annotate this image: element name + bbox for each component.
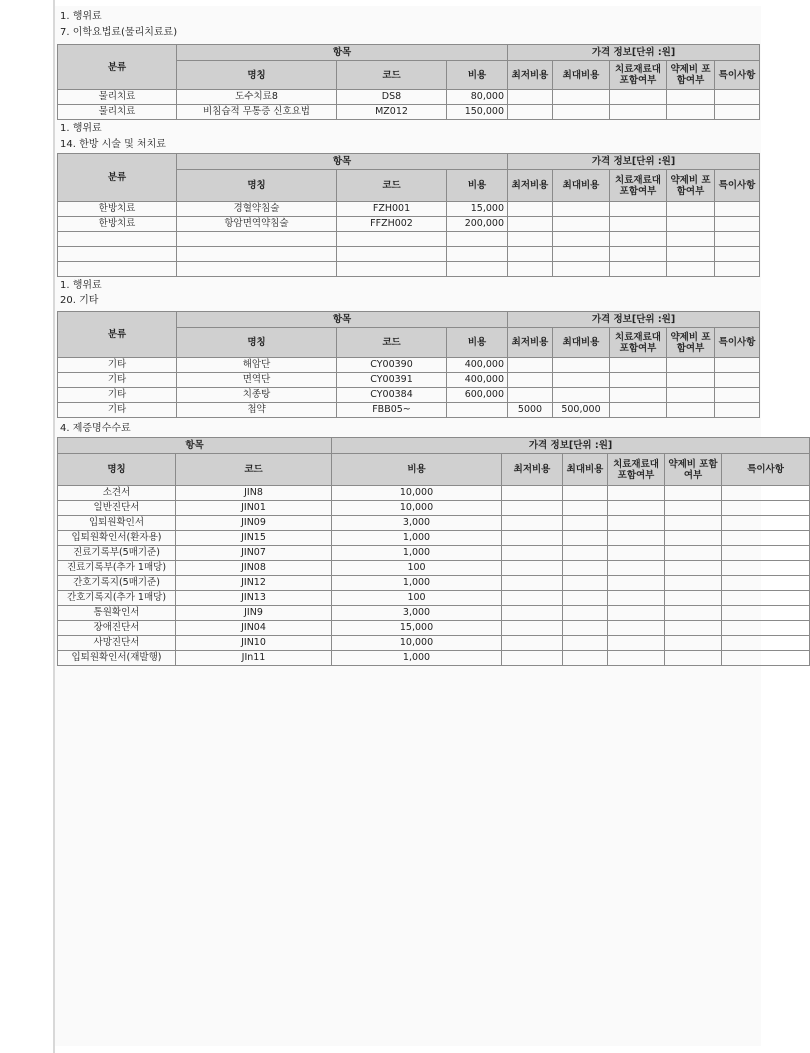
min-cost-cell [502, 576, 563, 591]
header-cost: 비용 [447, 61, 508, 90]
min-cost-cell [508, 232, 553, 247]
min-cost-cell [502, 531, 563, 546]
code-cell: JIn11 [176, 651, 332, 666]
cost-cell: 400,000 [447, 358, 508, 373]
header-drug-included: 약제비 포함여부 [667, 61, 715, 90]
cost-cell: 600,000 [447, 388, 508, 403]
header-item: 항목 [177, 312, 508, 328]
material-cell [608, 516, 665, 531]
header-max-cost: 최대비용 [563, 454, 608, 486]
code-cell: FFZH002 [337, 217, 447, 232]
material-cell [608, 501, 665, 516]
material-cell [608, 576, 665, 591]
table-row [58, 621, 810, 636]
min-cost-cell [508, 358, 553, 373]
max-cost-cell [563, 546, 608, 561]
code-cell: DS8 [337, 90, 447, 105]
cost-cell: 1,000 [332, 576, 502, 591]
drug-cell [665, 546, 722, 561]
drug-cell [665, 576, 722, 591]
table-row [58, 501, 810, 516]
drug-cell [667, 388, 715, 403]
header-code: 코드 [337, 170, 447, 202]
code-cell: FZH001 [337, 202, 447, 217]
code-cell: CY00391 [337, 373, 447, 388]
drug-cell [667, 373, 715, 388]
header-max-cost: 최대비용 [553, 328, 610, 358]
cost-cell: 200,000 [447, 217, 508, 232]
drug-cell [665, 531, 722, 546]
code-cell [337, 262, 447, 277]
cost-cell: 150,000 [447, 105, 508, 120]
drug-cell [665, 636, 722, 651]
name-cell: 진료기록부(추가 1매당) [58, 561, 176, 576]
drug-cell [667, 262, 715, 277]
material-cell [610, 247, 667, 262]
note-cell [722, 546, 810, 561]
header-note: 특이사항 [715, 328, 760, 358]
material-cell [608, 606, 665, 621]
material-cell [608, 561, 665, 576]
category-cell [58, 247, 177, 262]
max-cost-cell [563, 606, 608, 621]
code-cell: CY00384 [337, 388, 447, 403]
max-cost-cell [553, 247, 610, 262]
drug-cell [665, 621, 722, 636]
code-cell: JIN10 [176, 636, 332, 651]
drug-cell [665, 501, 722, 516]
code-cell: JIN04 [176, 621, 332, 636]
header-category: 분류 [58, 45, 177, 90]
header-max-cost: 최대비용 [553, 170, 610, 202]
max-cost-cell [553, 202, 610, 217]
drug-cell [665, 591, 722, 606]
name-cell: 입퇴원확인서 [58, 516, 176, 531]
max-cost-cell [563, 651, 608, 666]
max-cost-cell [553, 388, 610, 403]
code-cell: JIN9 [176, 606, 332, 621]
code-cell: JIN13 [176, 591, 332, 606]
section-subheading: 7. 이학요법료(물리치료료) [60, 27, 178, 38]
material-cell [610, 202, 667, 217]
material-cell [608, 591, 665, 606]
min-cost-cell [508, 373, 553, 388]
drug-cell [667, 105, 715, 120]
name-cell: 도수치료8 [177, 90, 337, 105]
price-table-oriental-treatment [57, 153, 760, 277]
table-row [58, 591, 810, 606]
note-cell [715, 90, 760, 105]
code-cell: JIN09 [176, 516, 332, 531]
header-note: 특이사항 [722, 454, 810, 486]
min-cost-cell [508, 90, 553, 105]
note-cell [722, 621, 810, 636]
cost-cell [447, 403, 508, 418]
drug-cell [667, 403, 715, 418]
material-cell [610, 358, 667, 373]
code-cell: JIN8 [176, 486, 332, 501]
min-cost-cell [502, 546, 563, 561]
header-material-included: 치료재료대 포함여부 [610, 170, 667, 202]
material-cell [608, 486, 665, 501]
price-table-other [57, 311, 760, 418]
header-name: 명칭 [58, 454, 176, 486]
max-cost-cell [553, 262, 610, 277]
material-cell [610, 232, 667, 247]
min-cost-cell [502, 486, 563, 501]
header-code: 코드 [176, 454, 332, 486]
cost-cell: 15,000 [332, 621, 502, 636]
note-cell [715, 388, 760, 403]
cost-cell [447, 262, 508, 277]
max-cost-cell [553, 232, 610, 247]
min-cost-cell [502, 591, 563, 606]
material-cell [610, 373, 667, 388]
material-cell [608, 636, 665, 651]
header-material-included: 치료재료대 포함여부 [610, 61, 667, 90]
header-code: 코드 [337, 61, 447, 90]
max-cost-cell [563, 576, 608, 591]
note-cell [722, 606, 810, 621]
cost-cell: 10,000 [332, 636, 502, 651]
drug-cell [665, 561, 722, 576]
note-cell [715, 403, 760, 418]
note-cell [715, 358, 760, 373]
name-cell: 입퇴원확인서(환자용) [58, 531, 176, 546]
header-category: 분류 [58, 154, 177, 202]
header-price-info: 가격 정보[단위 :원] [332, 438, 810, 454]
table-row [58, 217, 760, 232]
header-material-included: 치료재료대 포함여부 [608, 454, 665, 486]
name-cell [177, 232, 337, 247]
drug-cell [667, 247, 715, 262]
min-cost-cell [502, 651, 563, 666]
header-max-cost: 최대비용 [553, 61, 610, 90]
section-heading: 4. 제증명수수료 [60, 423, 131, 434]
max-cost-cell [563, 486, 608, 501]
cost-cell: 10,000 [332, 486, 502, 501]
header-name: 명칭 [177, 170, 337, 202]
name-cell: 간호기록지(5매기준) [58, 576, 176, 591]
section-heading: 1. 행위료 [60, 123, 102, 134]
note-cell [722, 591, 810, 606]
name-cell: 해암단 [177, 358, 337, 373]
header-cost: 비용 [332, 454, 502, 486]
material-cell [608, 531, 665, 546]
min-cost-cell: 5000 [508, 403, 553, 418]
header-price-info: 가격 정보[단위 :원] [508, 154, 760, 170]
table-row [58, 606, 810, 621]
header-material-included: 치료재료대 포함여부 [610, 328, 667, 358]
code-cell: JIN07 [176, 546, 332, 561]
header-cost: 비용 [447, 328, 508, 358]
header-drug-included: 약제비 포함여부 [665, 454, 722, 486]
drug-cell [665, 486, 722, 501]
note-cell [715, 247, 760, 262]
min-cost-cell [508, 217, 553, 232]
category-cell: 물리치료 [58, 105, 177, 120]
header-price-info: 가격 정보[단위 :원] [508, 45, 760, 61]
section-subheading: 20. 기타 [60, 295, 99, 306]
header-item: 항목 [177, 154, 508, 170]
cost-cell: 1,000 [332, 531, 502, 546]
max-cost-cell [563, 516, 608, 531]
header-min-cost: 최저비용 [502, 454, 563, 486]
drug-cell [667, 202, 715, 217]
name-cell: 장애진단서 [58, 621, 176, 636]
cost-cell: 3,000 [332, 516, 502, 531]
min-cost-cell [508, 247, 553, 262]
note-cell [722, 531, 810, 546]
name-cell: 치종탕 [177, 388, 337, 403]
category-cell [58, 232, 177, 247]
price-table-certificates [57, 437, 810, 666]
min-cost-cell [508, 202, 553, 217]
section-heading: 1. 행위료 [60, 280, 102, 291]
table-row [58, 636, 810, 651]
note-cell [722, 636, 810, 651]
code-cell: MZ012 [337, 105, 447, 120]
header-code: 코드 [337, 328, 447, 358]
drug-cell [667, 232, 715, 247]
category-cell: 물리치료 [58, 90, 177, 105]
max-cost-cell [563, 561, 608, 576]
cost-cell: 1,000 [332, 546, 502, 561]
table-row [58, 373, 760, 388]
table-row [58, 358, 760, 373]
drug-cell [667, 217, 715, 232]
code-cell: JIN15 [176, 531, 332, 546]
min-cost-cell [502, 501, 563, 516]
min-cost-cell [508, 105, 553, 120]
min-cost-cell [508, 388, 553, 403]
name-cell [177, 247, 337, 262]
header-item: 항목 [177, 45, 508, 61]
material-cell [610, 217, 667, 232]
header-note: 특이사항 [715, 61, 760, 90]
header-category: 분류 [58, 312, 177, 358]
table-row [58, 388, 760, 403]
material-cell [608, 621, 665, 636]
cost-cell [447, 232, 508, 247]
table-row [58, 262, 760, 277]
material-cell [610, 388, 667, 403]
drug-cell [665, 516, 722, 531]
note-cell [722, 576, 810, 591]
cost-cell: 400,000 [447, 373, 508, 388]
drug-cell [665, 606, 722, 621]
category-cell [58, 262, 177, 277]
category-cell: 기타 [58, 358, 177, 373]
note-cell [722, 486, 810, 501]
name-cell: 첩약 [177, 403, 337, 418]
material-cell [610, 403, 667, 418]
category-cell: 기타 [58, 403, 177, 418]
table-row [58, 651, 810, 666]
cost-cell: 100 [332, 591, 502, 606]
material-cell [608, 546, 665, 561]
section-subheading: 14. 한방 시술 및 처치료 [60, 139, 166, 150]
cost-cell: 10,000 [332, 501, 502, 516]
table-row [58, 531, 810, 546]
cost-cell: 3,000 [332, 606, 502, 621]
name-cell: 사망진단서 [58, 636, 176, 651]
code-cell: JIN12 [176, 576, 332, 591]
table-row [58, 486, 810, 501]
cost-cell: 1,000 [332, 651, 502, 666]
note-cell [715, 105, 760, 120]
cost-cell: 100 [332, 561, 502, 576]
name-cell: 면역단 [177, 373, 337, 388]
min-cost-cell [502, 636, 563, 651]
header-name: 명칭 [177, 328, 337, 358]
header-min-cost: 최저비용 [508, 61, 553, 90]
note-cell [722, 561, 810, 576]
max-cost-cell: 500,000 [553, 403, 610, 418]
table-row [58, 247, 760, 262]
min-cost-cell [502, 621, 563, 636]
note-cell [715, 232, 760, 247]
table-row [58, 105, 760, 120]
max-cost-cell [553, 217, 610, 232]
table-row [58, 232, 760, 247]
section-heading: 1. 행위료 [60, 11, 102, 22]
min-cost-cell [502, 561, 563, 576]
material-cell [610, 105, 667, 120]
max-cost-cell [563, 501, 608, 516]
max-cost-cell [563, 591, 608, 606]
header-name: 명칭 [177, 61, 337, 90]
note-cell [715, 217, 760, 232]
drug-cell [667, 358, 715, 373]
code-cell [337, 247, 447, 262]
name-cell: 통원확인서 [58, 606, 176, 621]
note-cell [722, 516, 810, 531]
note-cell [722, 651, 810, 666]
max-cost-cell [553, 373, 610, 388]
table-row [58, 561, 810, 576]
table-row [58, 546, 810, 561]
name-cell: 일반진단서 [58, 501, 176, 516]
header-drug-included: 약제비 포함여부 [667, 170, 715, 202]
price-table-physical-therapy [57, 44, 760, 120]
material-cell [610, 262, 667, 277]
name-cell: 소견서 [58, 486, 176, 501]
cost-cell [447, 247, 508, 262]
material-cell [608, 651, 665, 666]
name-cell: 진료기록부(5매기준) [58, 546, 176, 561]
header-cost: 비용 [447, 170, 508, 202]
category-cell: 한방치료 [58, 217, 177, 232]
max-cost-cell [553, 358, 610, 373]
drug-cell [665, 651, 722, 666]
header-min-cost: 최저비용 [508, 328, 553, 358]
header-drug-included: 약제비 포함여부 [667, 328, 715, 358]
category-cell: 기타 [58, 388, 177, 403]
note-cell [715, 373, 760, 388]
max-cost-cell [563, 621, 608, 636]
table-row [58, 403, 760, 418]
cost-cell: 15,000 [447, 202, 508, 217]
table-row [58, 576, 810, 591]
table-row [58, 202, 760, 217]
header-item: 항목 [58, 438, 332, 454]
drug-cell [667, 90, 715, 105]
min-cost-cell [508, 262, 553, 277]
code-cell: FBB05~ [337, 403, 447, 418]
name-cell: 항암면역약침술 [177, 217, 337, 232]
cost-cell: 80,000 [447, 90, 508, 105]
min-cost-cell [502, 516, 563, 531]
max-cost-cell [553, 105, 610, 120]
header-note: 특이사항 [715, 170, 760, 202]
category-cell: 기타 [58, 373, 177, 388]
max-cost-cell [563, 531, 608, 546]
material-cell [610, 90, 667, 105]
table-row [58, 90, 760, 105]
note-cell [722, 501, 810, 516]
code-cell [337, 232, 447, 247]
header-min-cost: 최저비용 [508, 170, 553, 202]
name-cell: 간호기록지(추가 1매당) [58, 591, 176, 606]
table-row [58, 516, 810, 531]
max-cost-cell [563, 636, 608, 651]
note-cell [715, 262, 760, 277]
name-cell [177, 262, 337, 277]
max-cost-cell [553, 90, 610, 105]
name-cell: 비침습적 무통증 신호요법 [177, 105, 337, 120]
note-cell [715, 202, 760, 217]
code-cell: JIN01 [176, 501, 332, 516]
name-cell: 경혈약침술 [177, 202, 337, 217]
code-cell: CY00390 [337, 358, 447, 373]
category-cell: 한방치료 [58, 202, 177, 217]
name-cell: 입퇴원확인서(재발행) [58, 651, 176, 666]
code-cell: JIN08 [176, 561, 332, 576]
min-cost-cell [502, 606, 563, 621]
header-price-info: 가격 정보[단위 :원] [508, 312, 760, 328]
